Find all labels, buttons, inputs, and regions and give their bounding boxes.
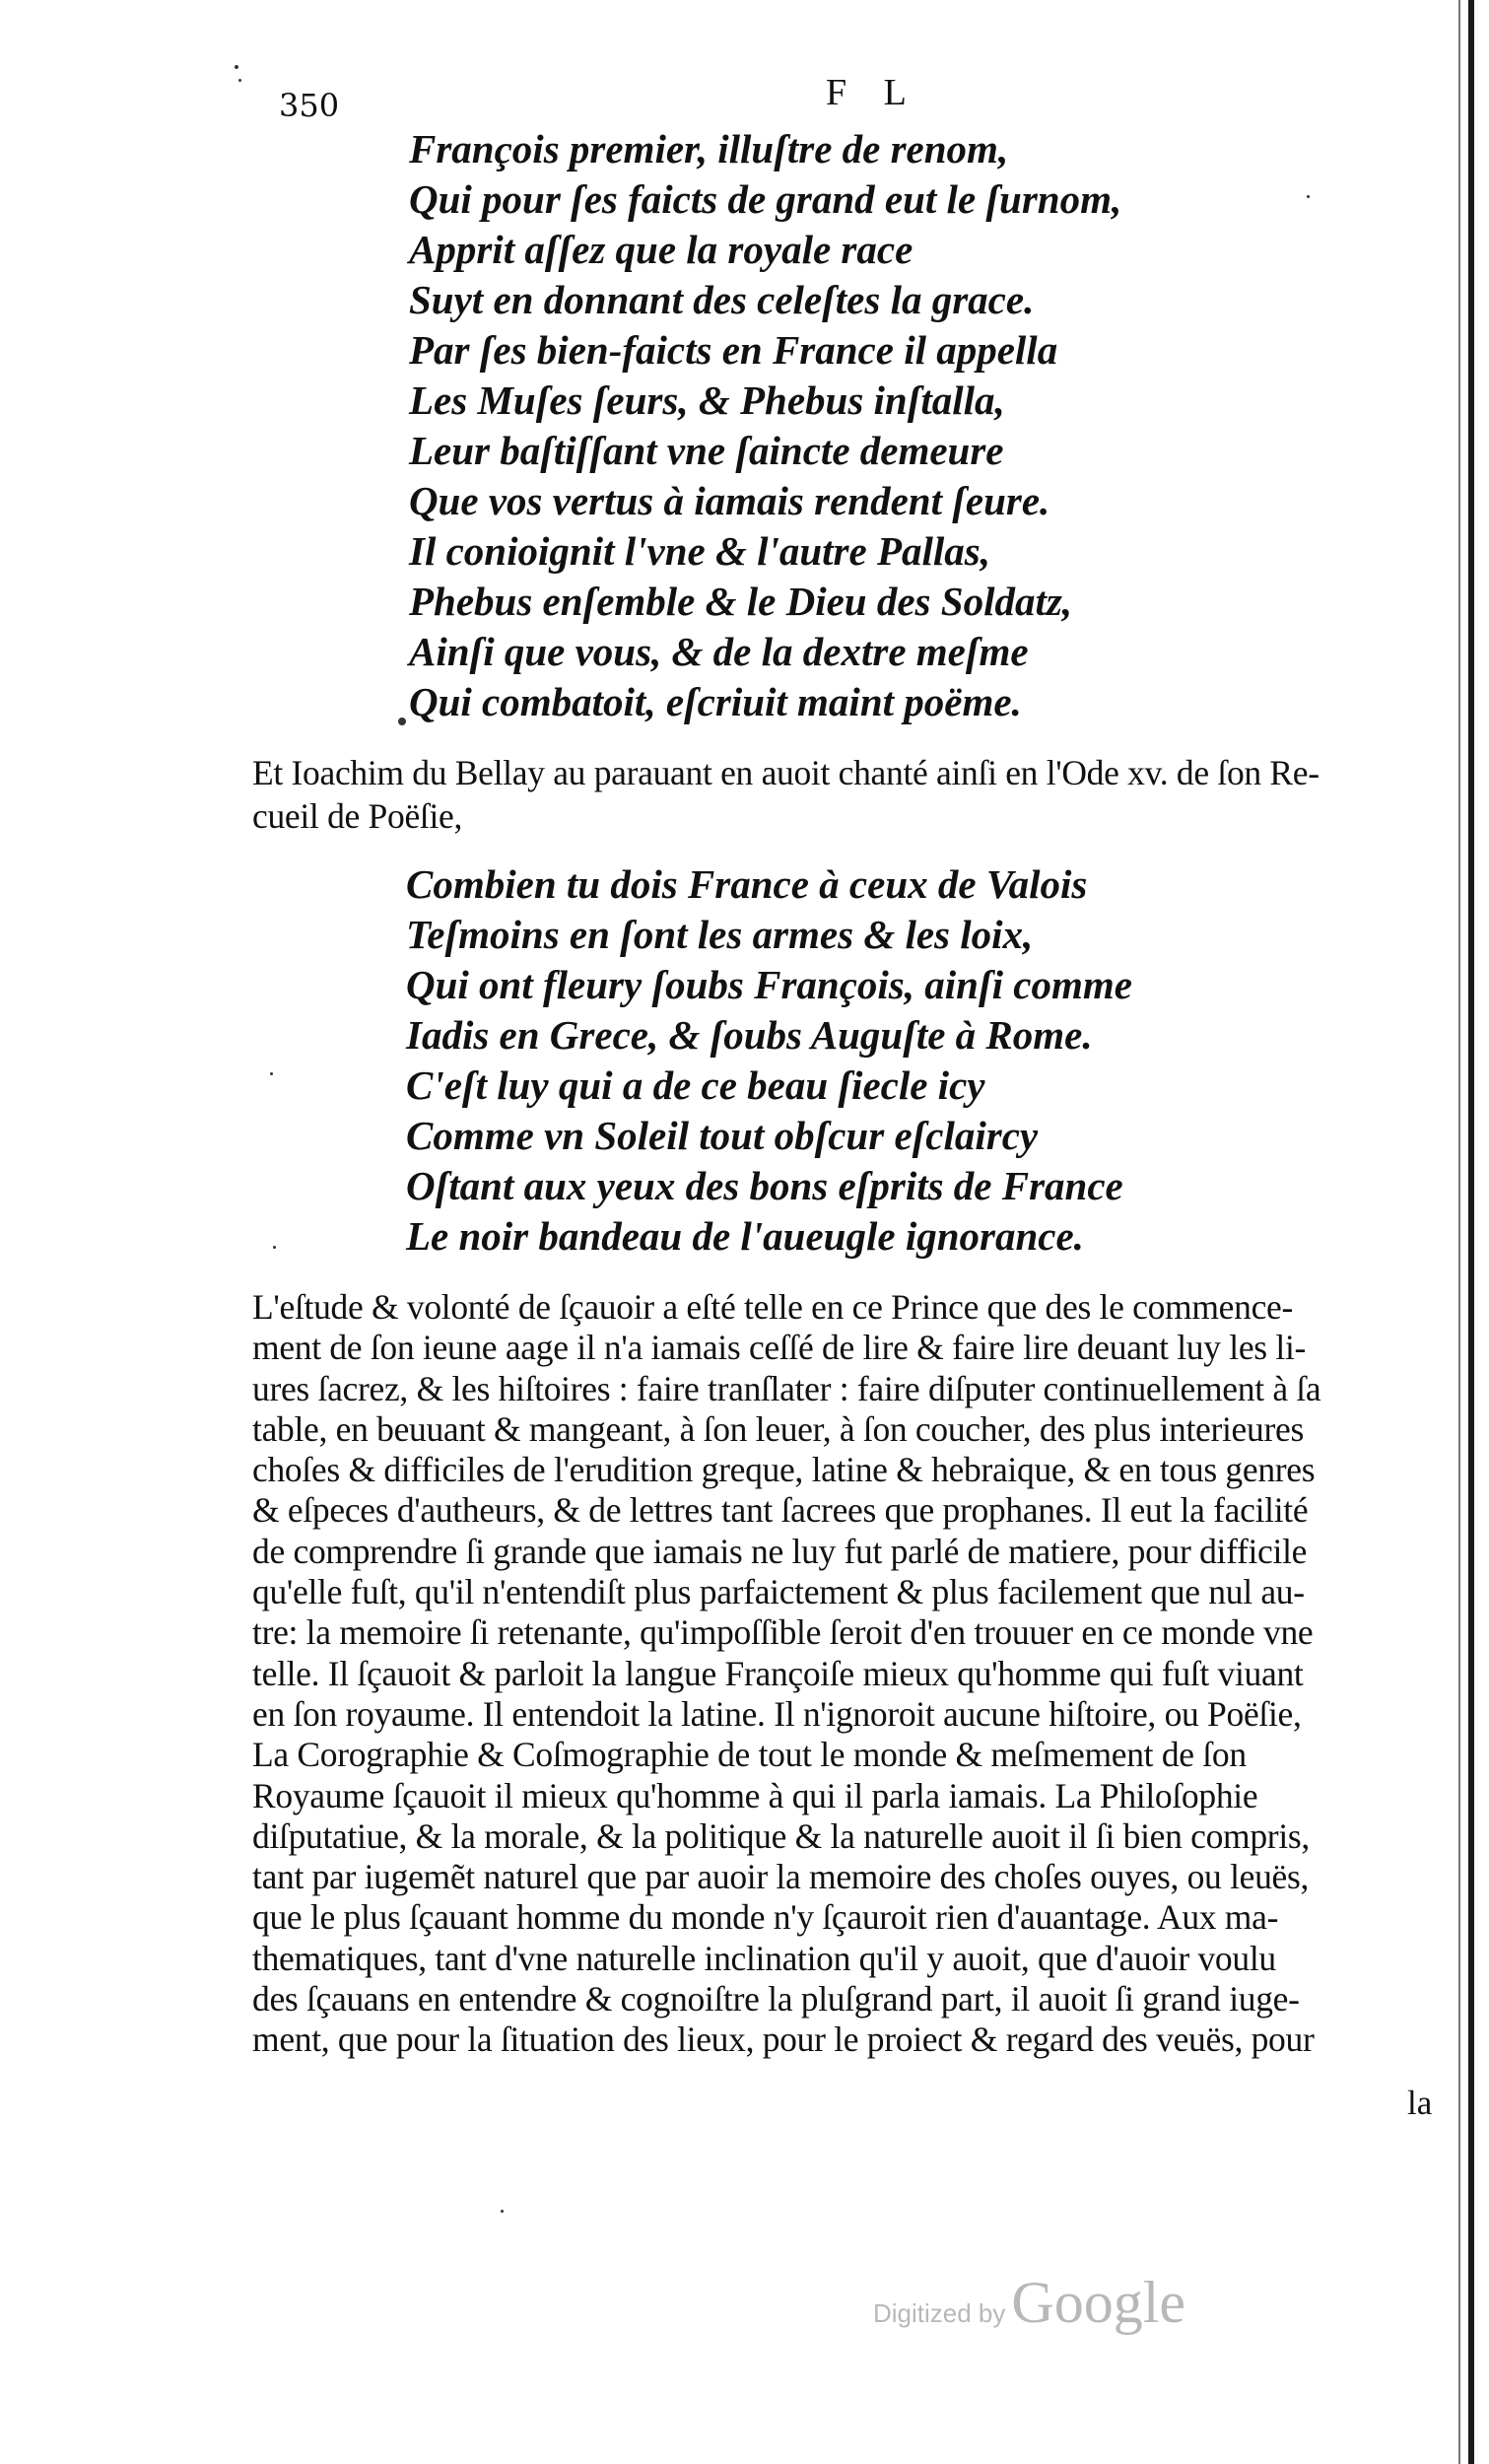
- scan-speck: [238, 79, 241, 82]
- verse-line: François premier, illuſtre de renom,: [409, 126, 1009, 171]
- verse-line: Le noir bandeau de l'aueugle ignorance.: [406, 1213, 1084, 1259]
- verse-line: Oſtant aux yeux des bons eſprits de France: [406, 1163, 1123, 1208]
- text-line: L'eſtude & volonté de ſçauoir a eſté telle en ce Prince que des le commence-: [252, 1287, 1294, 1327]
- running-head: F L: [826, 72, 920, 113]
- verse-line: Combien tu dois France à ceux de Valois: [406, 861, 1088, 907]
- verse-line: Qui pour ſes faicts de grand eut le ſurnom,: [409, 176, 1122, 222]
- text-line: Et Ioachim du Bellay au parauant en auoit chanté ainſi en l'Ode xv. de ſon Re-: [252, 753, 1320, 792]
- digitized-watermark: [873, 2269, 1185, 2337]
- text-line: & eſpeces d'autheurs, & de lettres tant ſacrees que prophanes. Il eut la facilité: [252, 1490, 1309, 1531]
- text-line: La Corographie & Coſmographie de tout le monde & meſmement de ſon: [252, 1735, 1247, 1775]
- text-line: Royaume ſçauoit il mieux qu'homme à qui il parla iamais. La Philoſophie: [252, 1775, 1258, 1815]
- text-line: diſputatiue, & la morale, & la politique & la naturelle auoit il ſi bien compris,: [252, 1815, 1310, 1856]
- verse-line: C'eſt luy qui a de ce beau ſiecle icy: [406, 1062, 985, 1108]
- page-number: 350: [279, 87, 340, 124]
- verse-line: Apprit aſſez que la royale race: [409, 227, 914, 272]
- verse-line: Suyt en donnant des celeſtes la grace.: [409, 277, 1035, 322]
- text-line: en ſon royaume. Il entendoit la latine. Il n'ignoroit aucune hiſtoire, ou Poëſie,: [252, 1693, 1302, 1734]
- watermark-prefix: Digitized by: [873, 2298, 1006, 2328]
- text-line: que le plus ſçauant homme du monde n'y ſçauroit rien d'auantage. Aux ma-: [252, 1897, 1279, 1938]
- text-line: tre: la memoire ſi retenante, qu'impoſſible ſeroit d'en trouuer en ce monde vne: [252, 1612, 1314, 1653]
- catchword: la: [1407, 2084, 1433, 2122]
- scan-speck: [398, 718, 406, 725]
- verse-line: Qui ont fleury ſoubs François, ainſi comme: [406, 962, 1132, 1007]
- text-line: telle. Il ſçauoit & parloit la langue Françoiſe mieux qu'homme qui fuſt viuant: [252, 1653, 1304, 1693]
- text-line: thematiques, tant d'vne naturelle inclination qu'il y auoit, que d'auoir voulu: [252, 1938, 1276, 1978]
- text-line: des ſçauans en entendre & cognoiſtre la pluſgrand part, il auoit ſi grand iuge-: [252, 1979, 1300, 2019]
- scan-speck: [235, 65, 238, 69]
- verse-line: Qui combatoit, eſcriuit maint poëme.: [409, 679, 1022, 724]
- intro-paragraph: [252, 751, 1320, 838]
- verse-line: Phebus enſemble & le Dieu des Soldatz,: [409, 579, 1073, 624]
- text-line: ment de ſon ieune aage il n'a iamais ceſſé de lire & faire lire deuant luy les li-: [252, 1328, 1307, 1368]
- text-line: table, en beuuant & mangeant, à ſon leuer, à ſon coucher, des plus interieures: [252, 1408, 1304, 1449]
- text-line: cueil de Poëſie,: [252, 796, 463, 836]
- text-line: qu'elle fuſt, qu'il n'entendiſt plus parfaictement & plus facilement que nul au-: [252, 1572, 1305, 1612]
- text-line: de comprendre ſi grande que iamais ne luy fut parlé de matiere, pour difficile: [252, 1531, 1308, 1571]
- verse-line: Que vos vertus à iamais rendent ſeure.: [409, 478, 1050, 523]
- verse-line: Comme vn Soleil tout obſcur eſclaircy: [406, 1113, 1039, 1158]
- body-paragraph: [252, 1285, 1320, 2059]
- scan-speck: [1307, 195, 1310, 198]
- text-line: ment, que pour la ſituation des lieux, pour le proiect & regard des veuës, pour: [252, 2019, 1315, 2060]
- verse-line: Iadis en Grece, & ſoubs Auguſte à Rome.: [406, 1012, 1093, 1058]
- verse-line: Ainſi que vous, & de la dextre meſme: [409, 629, 1029, 674]
- scan-speck: [270, 1072, 273, 1075]
- verse-line: Leur baſtiſſant vne ſaincte demeure: [409, 428, 1004, 473]
- verse-line: Les Muſes ſeurs, & Phebus inſtalla,: [409, 377, 1005, 423]
- verse-block-1: [409, 124, 1121, 727]
- text-line: tant par iugemẽt naturel que par auoir la memoire des choſes ouyes, ou leuës,: [252, 1857, 1310, 1897]
- verse-block-2: [406, 859, 1132, 1262]
- verse-line: Par ſes bien-faicts en France il appella: [409, 327, 1058, 373]
- scan-speck: [501, 2210, 504, 2213]
- verse-line: Il conioignit l'vne & l'autre Pallas,: [409, 528, 990, 574]
- scan-speck: [273, 1246, 276, 1249]
- verse-line: Teſmoins en ſont les armes & les loix,: [406, 912, 1034, 957]
- text-line: choſes & difficiles de l'erudition greque, latine & hebraique, & en tous genres: [252, 1450, 1316, 1490]
- text-line: ures ſacrez, & les hiſtoires : faire tranſlater : faire diſputer continuellement à ſa: [252, 1368, 1321, 1408]
- watermark-brand: Google: [1011, 2270, 1186, 2335]
- page-edge-shadow: [1458, 0, 1460, 2464]
- page-edge: [1468, 0, 1474, 2464]
